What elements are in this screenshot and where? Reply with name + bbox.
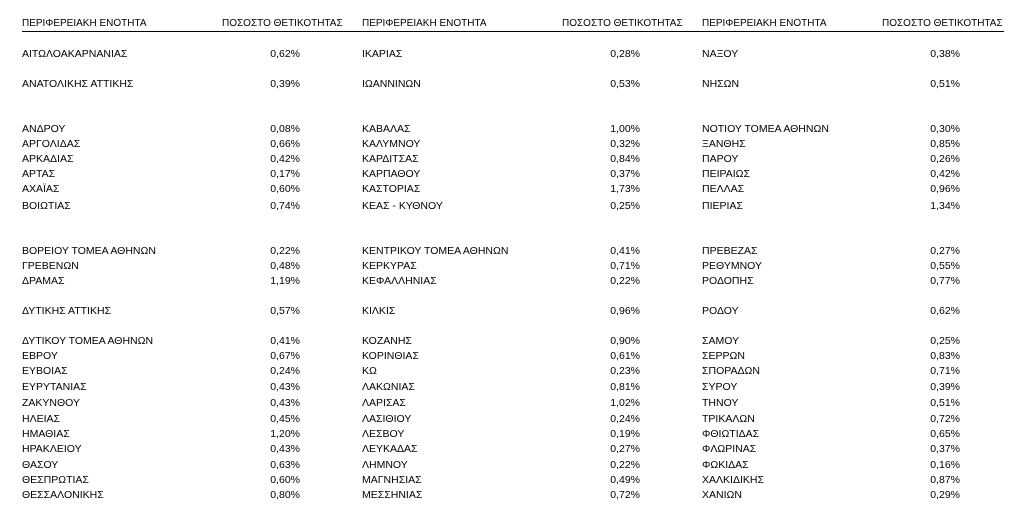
positivity-rate: 0,29%	[930, 489, 960, 501]
region-name: ΔΥΤΙΚΗΣ ΑΤΤΙΚΗΣ	[22, 305, 112, 317]
positivity-rate: 0,96%	[930, 183, 960, 195]
positivity-rate: 0,24%	[610, 413, 640, 425]
region-name: ΕΥΡΥΤΑΝΙΑΣ	[22, 381, 87, 393]
positivity-rate: 0,74%	[270, 200, 300, 212]
positivity-rate: 1,19%	[270, 275, 300, 287]
positivity-rate: 0,28%	[610, 48, 640, 60]
positivity-rate: 0,84%	[610, 153, 640, 165]
region-name: ΛΗΜΝΟΥ	[362, 459, 408, 471]
positivity-rate: 0,27%	[930, 245, 960, 257]
region-name: ΔΡΑΜΑΣ	[22, 275, 65, 287]
region-name: ΛΑΡΙΣΑΣ	[362, 397, 406, 409]
positivity-rate: 0,24%	[270, 365, 300, 377]
region-name: ΓΡΕΒΕΝΩΝ	[22, 260, 79, 272]
positivity-rate: 0,55%	[930, 260, 960, 272]
region-name: ΚΩ	[362, 365, 377, 377]
region-name: ΗΛΕΙΑΣ	[22, 413, 61, 425]
positivity-rate: 0,80%	[270, 489, 300, 501]
region-name: ΘΕΣΠΡΩΤΙΑΣ	[22, 474, 89, 486]
region-name: ΡΕΘΥΜΝΟΥ	[702, 260, 763, 272]
region-name: ΤΗΝΟΥ	[702, 397, 739, 409]
region-name: ΜΑΓΝΗΣΙΑΣ	[362, 474, 422, 486]
positivity-rate: 0,62%	[930, 305, 960, 317]
positivity-rate: 0,72%	[610, 489, 640, 501]
region-name: ΧΑΛΚΙΔΙΚΗΣ	[702, 474, 764, 486]
region-name: ΑΝΑΤΟΛΙΚΗΣ ΑΤΤΙΚΗΣ	[22, 78, 134, 90]
region-name: ΣΠΟΡΑΔΩΝ	[702, 365, 760, 377]
region-name: ΠΑΡΟΥ	[702, 153, 739, 165]
region-name: ΖΑΚΥΝΘΟΥ	[22, 397, 81, 409]
positivity-rate: 0,39%	[270, 78, 300, 90]
region-name: ΑΡΤΑΣ	[22, 168, 56, 180]
region-name: ΚΑΒΑΛΑΣ	[362, 123, 411, 135]
positivity-rate: 0,63%	[270, 459, 300, 471]
region-name: ΠΡΕΒΕΖΑΣ	[702, 245, 758, 257]
region-name: ΑΧΑΪΑΣ	[22, 183, 60, 195]
region-name: ΑΙΤΩΛΟΑΚΑΡΝΑΝΙΑΣ	[22, 48, 128, 60]
region-name: ΡΟΔΟΠΗΣ	[702, 275, 754, 287]
positivity-rate: 0,71%	[930, 365, 960, 377]
region-name: ΕΥΒΟΙΑΣ	[22, 365, 68, 377]
header-region-2: ΠΕΡΙΦΕΡΕΙΑΚΗ ΕΝΟΤΗΤΑ	[362, 18, 487, 29]
positivity-rate: 1,20%	[270, 428, 300, 440]
positivity-rate: 0,90%	[610, 335, 640, 347]
positivity-rate: 0,61%	[610, 350, 640, 362]
positivity-rate: 0,43%	[270, 397, 300, 409]
region-name: ΛΕΣΒΟΥ	[362, 428, 405, 440]
region-name: ΘΑΣΟΥ	[22, 459, 59, 471]
region-name: ΦΛΩΡΙΝΑΣ	[702, 443, 757, 455]
positivity-rate: 0,08%	[270, 123, 300, 135]
positivity-rate: 0,25%	[930, 335, 960, 347]
positivity-rate: 0,37%	[930, 443, 960, 455]
region-name: ΚΑΛΥΜΝΟΥ	[362, 138, 421, 150]
header-divider	[22, 31, 1004, 32]
region-name: ΚΑΣΤΟΡΙΑΣ	[362, 183, 421, 195]
region-name: ΦΩΚΙΔΑΣ	[702, 459, 749, 471]
region-name: ΚΙΛΚΙΣ	[362, 305, 396, 317]
header-rate-3: ΠΟΣΟΣΤΟ ΘΕΤΙΚΟΤΗΤΑΣ	[882, 18, 1003, 29]
region-name: ΚΟΡΙΝΘΙΑΣ	[362, 350, 419, 362]
region-name: ΑΝΔΡΟΥ	[22, 123, 66, 135]
region-name: ΙΩΑΝΝΙΝΩΝ	[362, 78, 421, 90]
positivity-rate: 0,81%	[610, 381, 640, 393]
positivity-rate: 0,72%	[930, 413, 960, 425]
positivity-rate: 0,85%	[930, 138, 960, 150]
positivity-rate: 0,37%	[610, 168, 640, 180]
positivity-rate: 0,43%	[270, 443, 300, 455]
region-name: ΘΕΣΣΑΛΟΝΙΚΗΣ	[22, 489, 104, 501]
region-name: ΚΟΖΑΝΗΣ	[362, 335, 412, 347]
positivity-rate: 1,02%	[610, 397, 640, 409]
positivity-rate: 0,57%	[270, 305, 300, 317]
positivity-rate: 0,45%	[270, 413, 300, 425]
positivity-rate: 0,38%	[930, 48, 960, 60]
positivity-rate: 0,48%	[270, 260, 300, 272]
region-name: ΒΟΡΕΙΟΥ ΤΟΜΕΑ ΑΘΗΝΩΝ	[22, 245, 156, 257]
header-region-1: ΠΕΡΙΦΕΡΕΙΑΚΗ ΕΝΟΤΗΤΑ	[22, 18, 147, 29]
region-name: ΙΚΑΡΙΑΣ	[362, 48, 403, 60]
positivity-rate: 0,83%	[930, 350, 960, 362]
region-name: ΛΑΣΙΘΙΟΥ	[362, 413, 412, 425]
positivity-rate: 0,19%	[610, 428, 640, 440]
region-name: ΚΕΡΚΥΡΑΣ	[362, 260, 417, 272]
region-name: ΣΥΡΟΥ	[702, 381, 738, 393]
positivity-rate: 1,00%	[610, 123, 640, 135]
positivity-rate: 0,43%	[270, 381, 300, 393]
positivity-rate: 0,51%	[930, 78, 960, 90]
positivity-rate: 0,41%	[270, 335, 300, 347]
region-name: ΛΑΚΩΝΙΑΣ	[362, 381, 415, 393]
region-name: ΑΡΓΟΛΙΔΑΣ	[22, 138, 81, 150]
positivity-rate: 0,27%	[610, 443, 640, 455]
header-rate-1: ΠΟΣΟΣΤΟ ΘΕΤΙΚΟΤΗΤΑΣ	[222, 18, 343, 29]
positivity-rate: 1,73%	[610, 183, 640, 195]
region-name: ΕΒΡΟΥ	[22, 350, 58, 362]
positivity-rate: 0,96%	[610, 305, 640, 317]
positivity-rate: 0,22%	[270, 245, 300, 257]
region-name: ΚΕΦΑΛΛΗΝΙΑΣ	[362, 275, 437, 287]
positivity-rate: 0,42%	[270, 153, 300, 165]
region-name: ΧΑΝΙΩΝ	[702, 489, 742, 501]
region-name: ΗΡΑΚΛΕΙΟΥ	[22, 443, 82, 455]
positivity-rate: 0,22%	[610, 275, 640, 287]
header-rate-2: ΠΟΣΟΣΤΟ ΘΕΤΙΚΟΤΗΤΑΣ	[562, 18, 683, 29]
region-name: ΛΕΥΚΑΔΑΣ	[362, 443, 418, 455]
positivity-rate: 0,60%	[270, 183, 300, 195]
positivity-rate: 0,66%	[270, 138, 300, 150]
positivity-rate: 1,34%	[930, 200, 960, 212]
region-name: ΚΑΡΔΙΤΣΑΣ	[362, 153, 419, 165]
region-name: ΚΑΡΠΑΘΟΥ	[362, 168, 421, 180]
region-name: ΤΡΙΚΑΛΩΝ	[702, 413, 755, 425]
positivity-rate: 0,25%	[610, 200, 640, 212]
positivity-rate: 0,16%	[930, 459, 960, 471]
region-name: ΡΟΔΟΥ	[702, 305, 739, 317]
region-name: ΣΑΜΟΥ	[702, 335, 740, 347]
region-name: ΚΕΑΣ - ΚΥΘΝΟΥ	[362, 200, 443, 212]
positivity-rate: 0,67%	[270, 350, 300, 362]
positivity-rate: 0,39%	[930, 381, 960, 393]
region-name: ΚΕΝΤΡΙΚΟΥ ΤΟΜΕΑ ΑΘΗΝΩΝ	[362, 245, 509, 257]
region-name: ΜΕΣΣΗΝΙΑΣ	[362, 489, 423, 501]
positivity-rate: 0,51%	[930, 397, 960, 409]
region-name: ΠΕΛΛΑΣ	[702, 183, 745, 195]
positivity-rate: 0,62%	[270, 48, 300, 60]
positivity-rate: 0,49%	[610, 474, 640, 486]
positivity-rate: 0,53%	[610, 78, 640, 90]
region-name: ΠΕΙΡΑΙΩΣ	[702, 168, 750, 180]
region-name: ΑΡΚΑΔΙΑΣ	[22, 153, 74, 165]
region-name: ΒΟΙΩΤΙΑΣ	[22, 200, 71, 212]
positivity-rate: 0,65%	[930, 428, 960, 440]
positivity-rate: 0,17%	[270, 168, 300, 180]
positivity-rate: 0,42%	[930, 168, 960, 180]
region-name: ΝΗΣΩΝ	[702, 78, 740, 90]
region-name: ΔΥΤΙΚΟΥ ΤΟΜΕΑ ΑΘΗΝΩΝ	[22, 335, 154, 347]
header-region-3: ΠΕΡΙΦΕΡΕΙΑΚΗ ΕΝΟΤΗΤΑ	[702, 18, 827, 29]
positivity-rate: 0,22%	[610, 459, 640, 471]
positivity-rate: 0,41%	[610, 245, 640, 257]
positivity-rate: 0,23%	[610, 365, 640, 377]
region-name: ΗΜΑΘΙΑΣ	[22, 428, 70, 440]
region-name: ΠΙΕΡΙΑΣ	[702, 200, 743, 212]
region-name: ΣΕΡΡΩΝ	[702, 350, 745, 362]
positivity-rate: 0,71%	[610, 260, 640, 272]
region-name: ΦΘΙΩΤΙΔΑΣ	[702, 428, 760, 440]
region-name: ΝΟΤΙΟΥ ΤΟΜΕΑ ΑΘΗΝΩΝ	[702, 123, 829, 135]
region-name: ΝΑΞΟΥ	[702, 48, 739, 60]
positivity-rate: 0,60%	[270, 474, 300, 486]
positivity-rate: 0,77%	[930, 275, 960, 287]
positivity-rate: 0,30%	[930, 123, 960, 135]
positivity-rate: 0,87%	[930, 474, 960, 486]
positivity-rate: 0,32%	[610, 138, 640, 150]
region-name: ΞΑΝΘΗΣ	[702, 138, 746, 150]
positivity-rate: 0,26%	[930, 153, 960, 165]
